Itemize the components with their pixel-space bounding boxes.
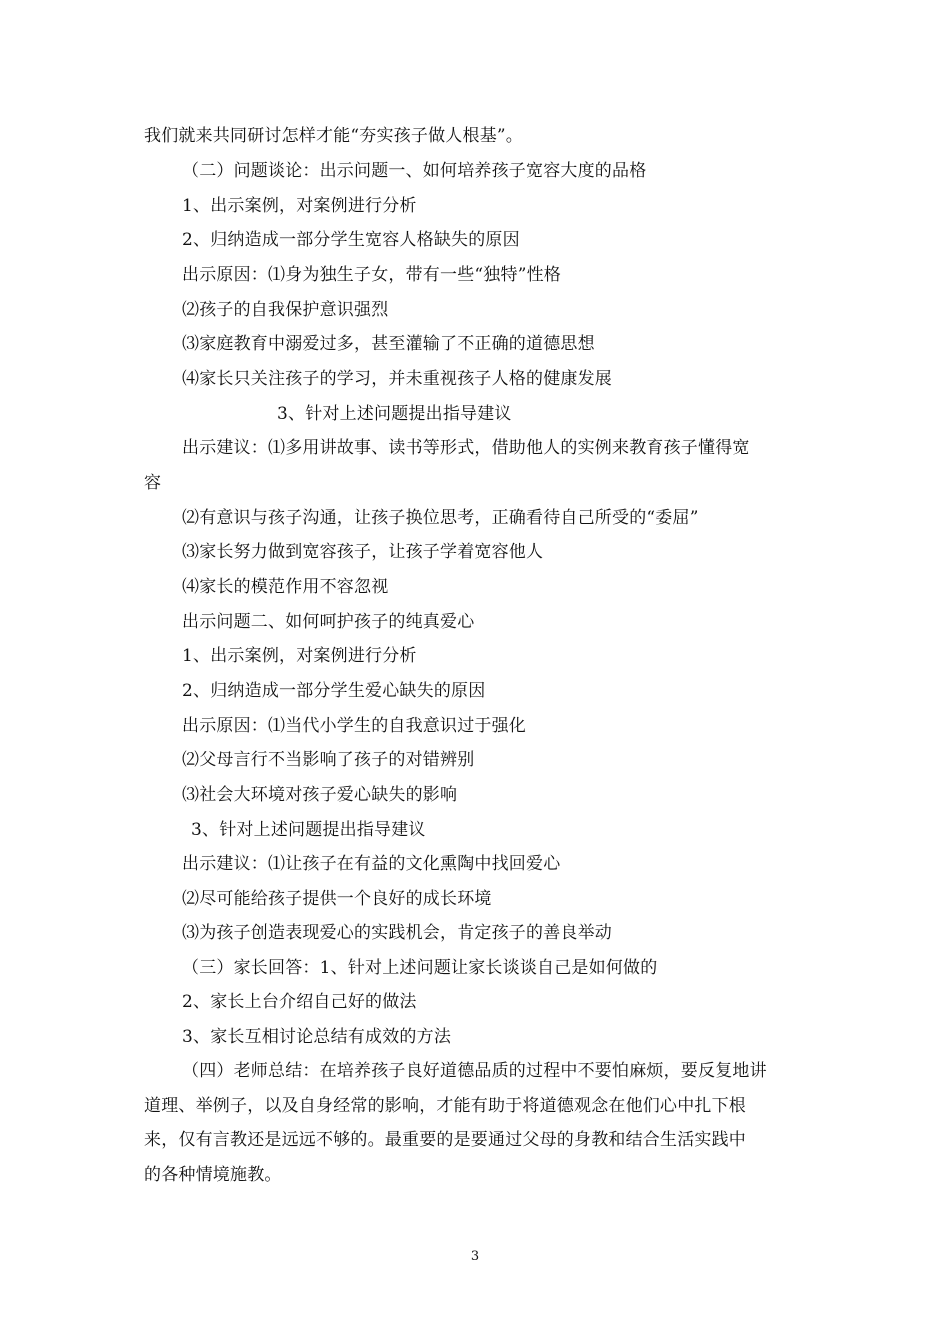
text-line: ⑶社会大环境对孩子爱心缺失的影响 <box>182 785 458 805</box>
text-line: 我们就来共同研讨怎样才能“夯实孩子做人根基”。 <box>144 126 523 146</box>
text-line: 来，仅有言教还是远远不够的。最重要的是要通过父母的身教和结合生活实践中 <box>144 1130 746 1150</box>
text-line: ⑵尽可能给孩子提供一个良好的成长环境 <box>182 889 492 909</box>
text-line: ⑵孩子的自我保护意识强烈 <box>182 300 389 320</box>
page-number: 3 <box>470 1249 480 1264</box>
text-line: 1、出示案例，对案例进行分析 <box>182 196 417 216</box>
text-line: 2、归纳造成一部分学生爱心缺失的原因 <box>182 681 486 701</box>
text-line: 2、归纳造成一部分学生宽容人格缺失的原因 <box>182 230 520 250</box>
text-line: ⑷家长只关注孩子的学习，并未重视孩子人格的健康发展 <box>182 369 612 389</box>
text-line: ⑷家长的模范作用不容忽视 <box>182 577 389 597</box>
text-line: 出示原因：⑴身为独生子女，带有一些“独特”性格 <box>182 265 561 285</box>
text-line: 容 <box>144 473 162 493</box>
text-line: ⑶为孩子创造表现爱心的实践机会，肯定孩子的善良举动 <box>182 923 612 943</box>
section-heading-2: （二）问题谈论：出示问题一、如何培养孩子宽容大度的品格 <box>182 161 647 181</box>
text-line: 道理、举例子，以及自身经常的影响，才能有助于将道德观念在他们心中扎下根 <box>144 1096 746 1116</box>
text-line: 3、针对上述问题提出指导建议 <box>277 404 512 424</box>
text-line: 出示原因：⑴当代小学生的自我意识过于强化 <box>182 716 526 736</box>
section-heading-4: （四）老师总结：在培养孩子良好道德品质的过程中不要怕麻烦，要反复地讲 <box>182 1061 767 1081</box>
text-line: 1、出示案例，对案例进行分析 <box>182 646 417 666</box>
text-line: 出示建议：⑴多用讲故事、读书等形式，借助他人的实例来教育孩子懂得宽 <box>182 438 750 458</box>
text-line: 3、家长互相讨论总结有成效的方法 <box>182 1027 452 1047</box>
text-line: 的各种情境施教。 <box>144 1165 282 1185</box>
section-heading-3: （三）家长回答：1、针对上述问题让家长谈谈自己是如何做的 <box>182 958 658 978</box>
text-line: 出示问题二、如何呵护孩子的纯真爱心 <box>182 612 475 632</box>
text-line: ⑵有意识与孩子沟通，让孩子换位思考，正确看待自己所受的“委屈” <box>182 508 699 528</box>
text-line: ⑶家长努力做到宽容孩子，让孩子学着宽容他人 <box>182 542 544 562</box>
text-line: ⑶家庭教育中溺爱过多，甚至灌输了不正确的道德思想 <box>182 334 595 354</box>
text-line: 2、家长上台介绍自己好的做法 <box>182 992 417 1012</box>
text-line: 3、针对上述问题提出指导建议 <box>191 820 426 840</box>
text-line: ⑵父母言行不当影响了孩子的对错辨别 <box>182 750 475 770</box>
text-line: 出示建议：⑴让孩子在有益的文化熏陶中找回爱心 <box>182 854 561 874</box>
